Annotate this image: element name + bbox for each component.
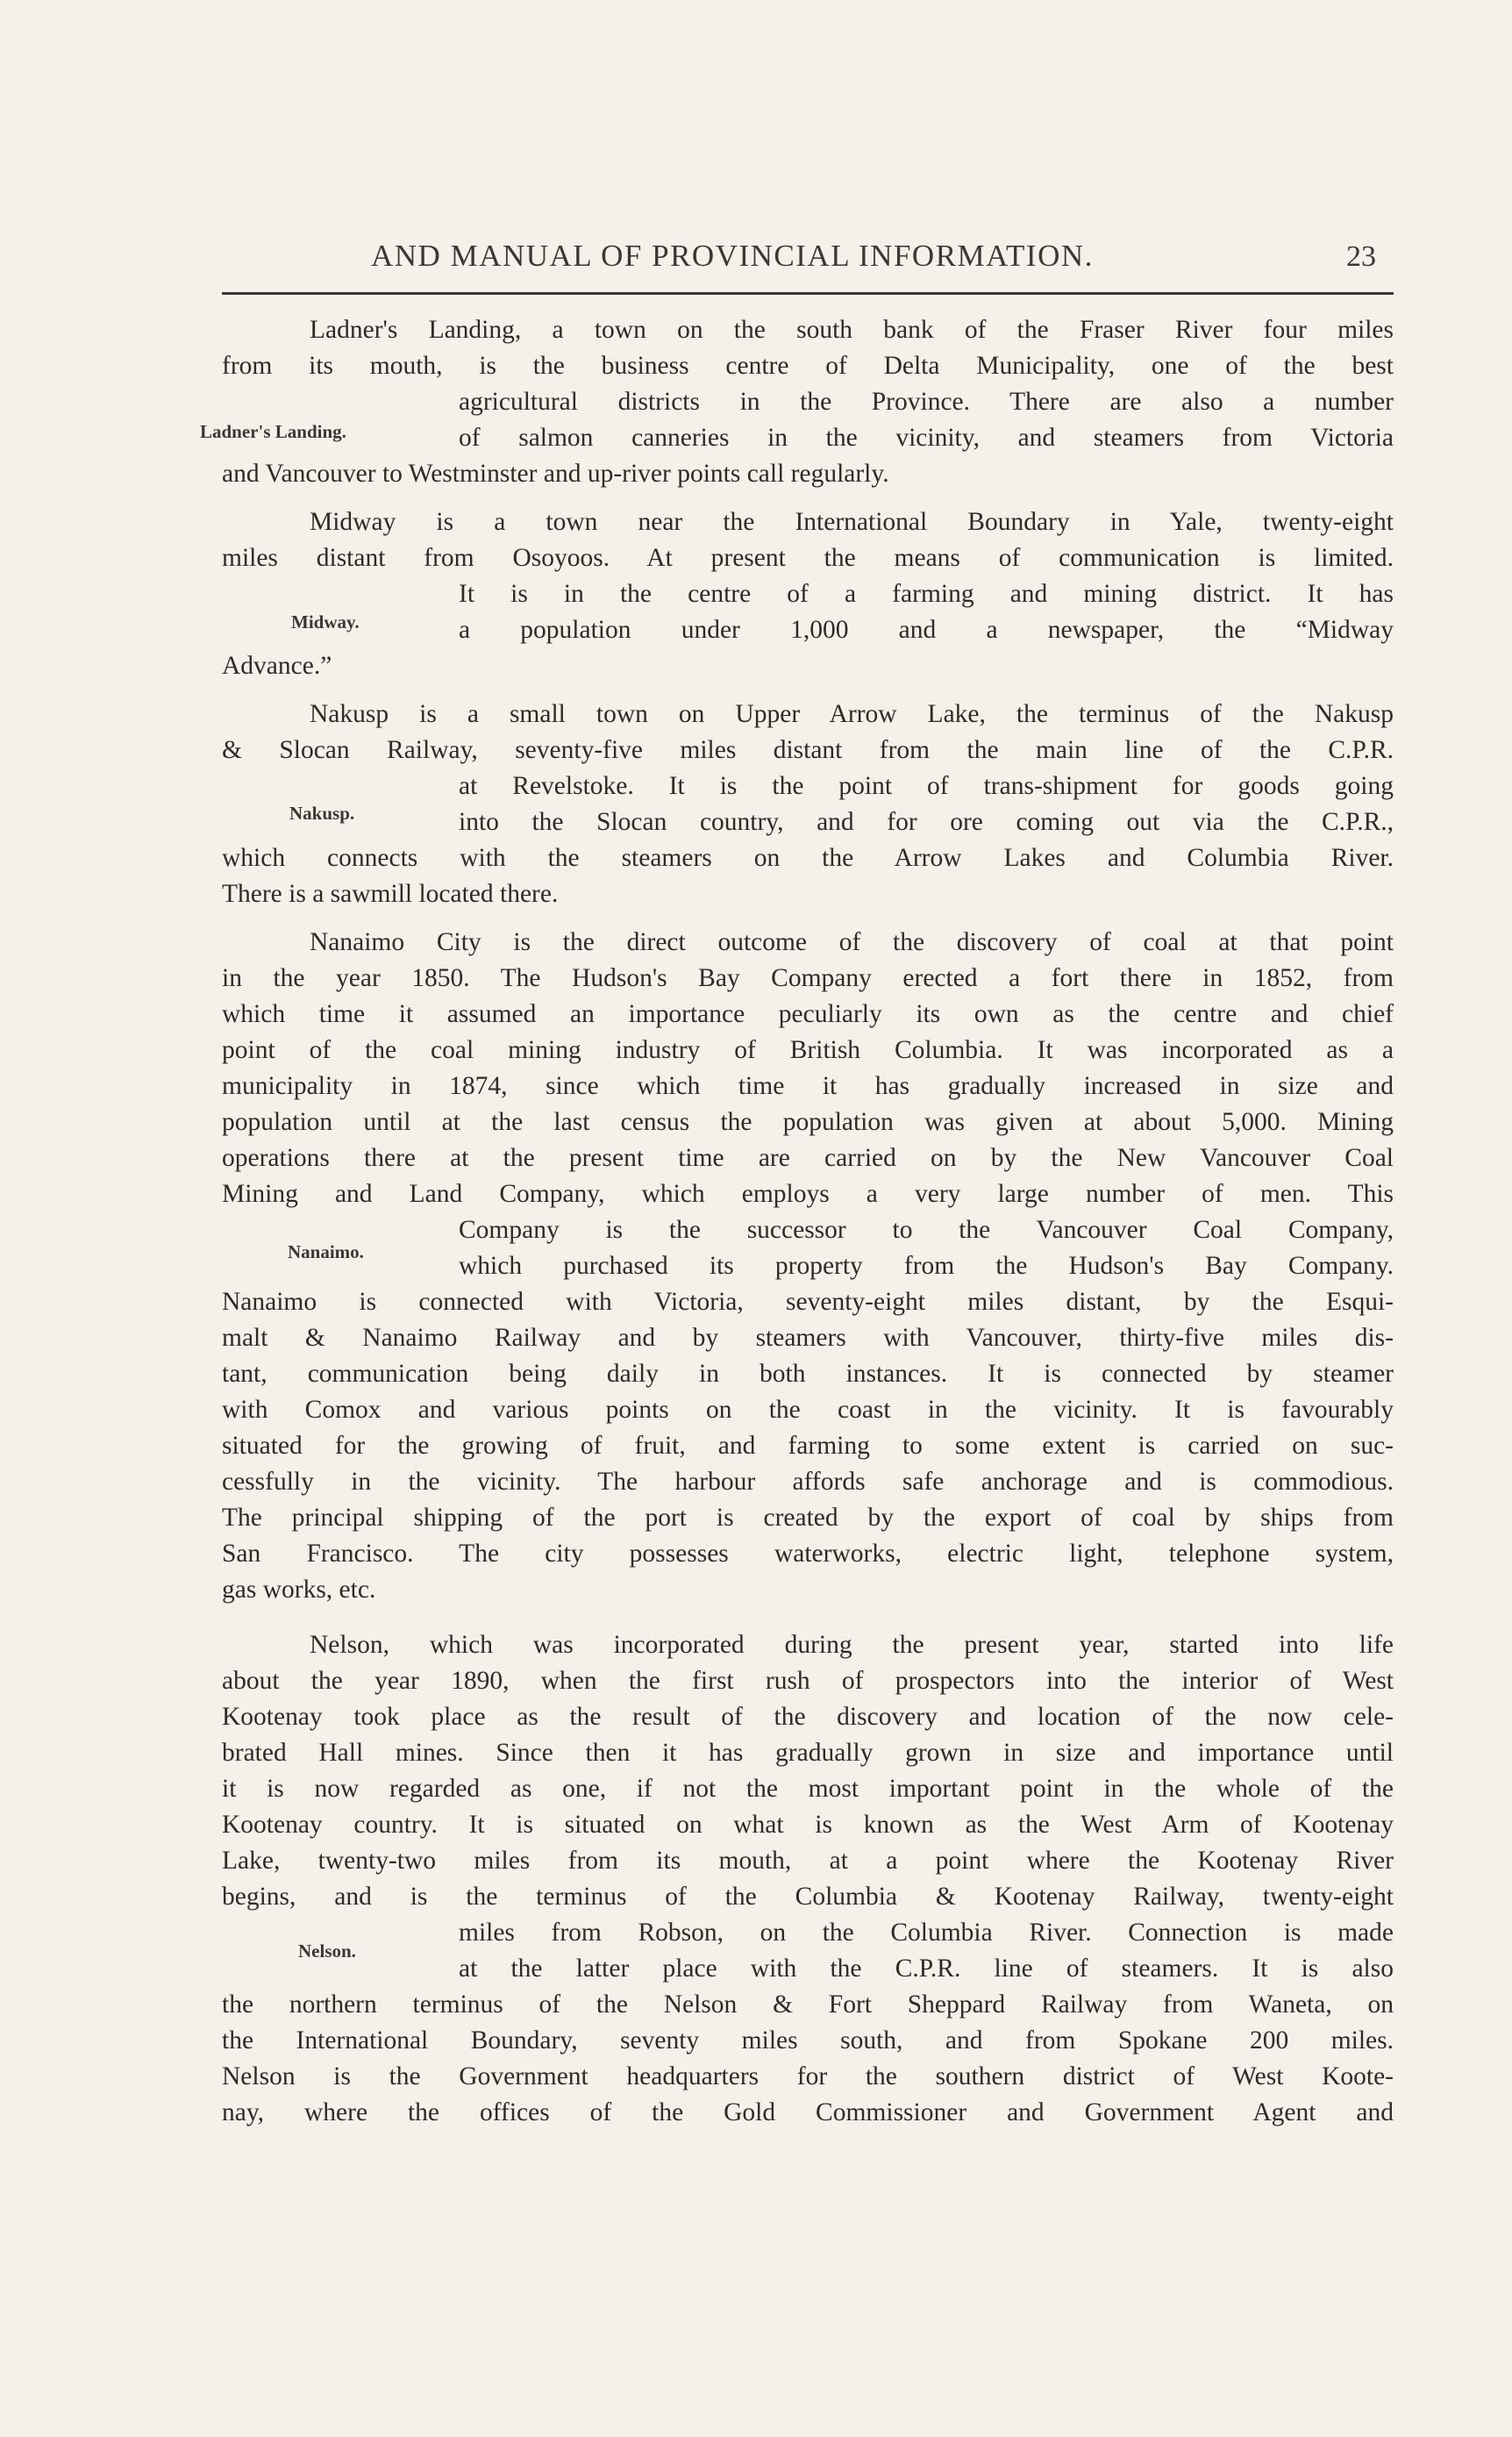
text-line: operations there at the present time are carried on by the New Vancouver Coal	[222, 1144, 1394, 1172]
running-title: AND MANUAL OF PROVINCIAL INFORMATION.	[371, 239, 1094, 273]
text-line: Midway is a town near the International Boundary in Yale, twenty-eight	[310, 508, 1394, 536]
running-header	[222, 239, 1394, 291]
text-line: point of the coal mining industry of British Columbia. It was incorporated as a	[222, 1036, 1394, 1064]
text-line: which purchased its property from the Hudson's Bay Company.	[459, 1252, 1394, 1280]
text-line: agricultural districts in the Province. There are also a number	[459, 388, 1394, 416]
text-line: Advance.”	[222, 652, 332, 680]
text-line: gas works, etc.	[222, 1576, 376, 1604]
text-line: which connects with the steamers on the Arrow Lakes and Columbia River.	[222, 844, 1394, 872]
paragraph-nakusp	[222, 697, 1394, 912]
side-note-ladners-landing: Ladner's Landing.	[200, 421, 346, 442]
side-note-nanaimo: Nanaimo.	[288, 1241, 364, 1262]
side-note-nakusp: Nakusp.	[289, 803, 355, 824]
text-line: Nelson, which was incorporated during the present year, started into life	[310, 1631, 1394, 1659]
text-line: Kootenay country. It is situated on what is known as the West Arm of Kootenay	[222, 1811, 1394, 1839]
text-line: situated for the growing of fruit, and farming to some extent is carried on suc-	[222, 1432, 1394, 1460]
text-line: brated Hall mines. Since then it has gradually grown in size and importance until	[222, 1739, 1394, 1767]
side-note-nelson: Nelson.	[298, 1940, 356, 1962]
text-line: with Comox and various points on the coast in the vicinity. It is favourably	[222, 1396, 1394, 1424]
text-line: which time it assumed an importance peculiarly its own as the centre and chief	[222, 1000, 1394, 1028]
text-line: about the year 1890, when the first rush of prospectors into the interior of West	[222, 1667, 1394, 1695]
text-line: Kootenay took place as the result of the discovery and location of the now cele-	[222, 1703, 1394, 1731]
text-line: begins, and is the terminus of the Columbia & Kootenay Railway, twenty-eight	[222, 1883, 1394, 1911]
text-line: and Vancouver to Westminster and up-river points call regularly.	[222, 460, 889, 488]
text-line: Nakusp is a small town on Upper Arrow Lake, the terminus of the Nakusp	[310, 700, 1394, 728]
text-line: a population under 1,000 and a newspaper, the “Midway	[459, 616, 1394, 644]
text-line: it is now regarded as one, if not the most important point in the whole of the	[222, 1775, 1394, 1803]
text-line: miles distant from Osoyoos. At present the means of communication is limited.	[222, 544, 1394, 572]
text-line: Mining and Land Company, which employs a very large number of men. This	[222, 1180, 1394, 1208]
text-line: malt & Nanaimo Railway and by steamers with Vancouver, thirty-five miles dis-	[222, 1324, 1394, 1352]
text-line: Nanaimo is connected with Victoria, seventy-eight miles distant, by the Esqui-	[222, 1288, 1394, 1316]
text-line: municipality in 1874, since which time it has gradually increased in size and	[222, 1072, 1394, 1100]
text-line: Ladner's Landing, a town on the south bank of the Fraser River four miles	[310, 316, 1394, 344]
paragraph-ladners-landing	[222, 312, 1394, 492]
text-line: tant, communication being daily in both instances. It is connected by steamer	[222, 1360, 1394, 1388]
text-line: the International Boundary, seventy miles south, and from Spokane 200 miles.	[222, 2026, 1394, 2055]
text-line: There is a sawmill located there.	[222, 880, 559, 908]
text-line: San Francisco. The city possesses waterworks, electric light, telephone system,	[222, 1540, 1394, 1568]
text-line: into the Slocan country, and for ore coming out via the C.P.R.,	[459, 808, 1394, 836]
text-line: at the latter place with the C.P.R. line of steamers. It is also	[459, 1955, 1394, 1983]
page-body	[222, 312, 1394, 2143]
text-line: nay, where the offices of the Gold Commissioner and Government Agent and	[222, 2098, 1394, 2126]
text-line: at Revelstoke. It is the point of trans-shipment for goods going	[459, 772, 1394, 800]
text-line: miles from Robson, on the Columbia River. Connection is made	[459, 1919, 1394, 1947]
text-line: It is in the centre of a farming and mining district. It has	[459, 580, 1394, 608]
text-line: Company is the successor to the Vancouver Coal Company,	[459, 1216, 1394, 1244]
text-line: & Slocan Railway, seventy-five miles distant from the main line of the C.P.R.	[222, 736, 1394, 764]
text-line: cessfully in the vicinity. The harbour affords safe anchorage and is commodious.	[222, 1468, 1394, 1496]
paragraph-nelson	[222, 1627, 1394, 2131]
text-line: population until at the last census the population was given at about 5,000. Mining	[222, 1108, 1394, 1136]
header-rule	[222, 292, 1394, 295]
page-number: 23	[1346, 240, 1376, 273]
paragraph-midway	[222, 504, 1394, 684]
text-line: Nanaimo City is the direct outcome of the discovery of coal at that point	[310, 928, 1394, 956]
text-line: from its mouth, is the business centre of Delta Municipality, one of the best	[222, 352, 1394, 380]
text-line: Nelson is the Government headquarters for the southern district of West Koote-	[222, 2062, 1394, 2090]
text-line: The principal shipping of the port is created by the export of coal by ships from	[222, 1504, 1394, 1532]
text-line: Lake, twenty-two miles from its mouth, at a point where the Kootenay River	[222, 1847, 1394, 1875]
text-line: the northern terminus of the Nelson & Fort Sheppard Railway from Waneta, on	[222, 1990, 1394, 2019]
text-line: of salmon canneries in the vicinity, and steamers from Victoria	[459, 424, 1394, 452]
paragraph-nanaimo	[222, 925, 1394, 1608]
side-note-midway: Midway.	[291, 611, 360, 632]
text-line: in the year 1850. The Hudson's Bay Company erected a fort there in 1852, from	[222, 964, 1394, 992]
